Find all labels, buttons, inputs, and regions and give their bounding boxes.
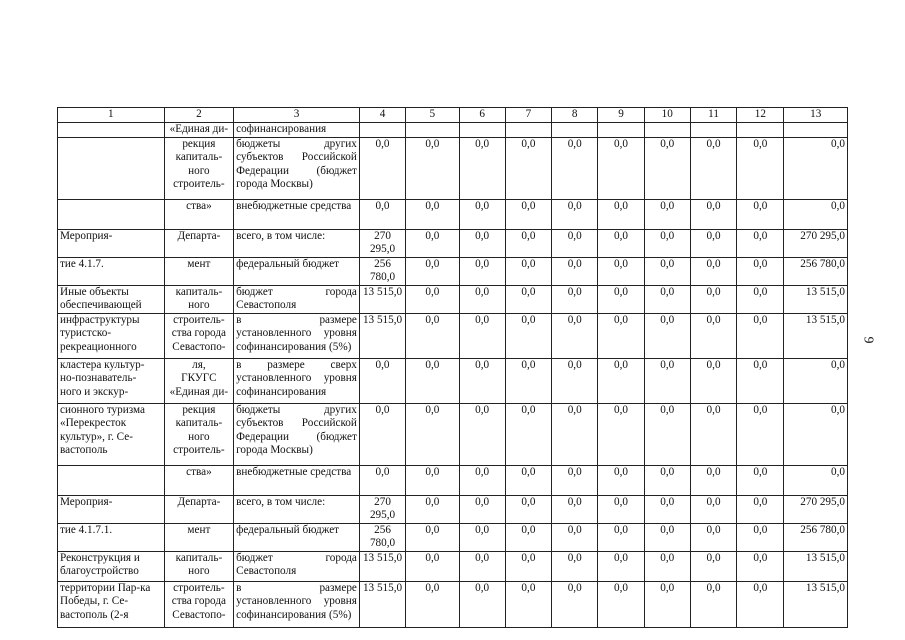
value-cell: 0,0 [644,551,690,581]
table-row [58,285,848,313]
measure-cell: тие 4.1.7. [58,257,165,285]
funding-source-cell: федеральный бюджет [234,523,360,551]
value-cell: 0,0 [737,199,784,229]
value-cell: 0,0 [598,358,644,403]
column-header: 8 [552,108,598,123]
executor-cell: капиталь- ного [164,285,233,313]
executor-cell: строитель- ства города Севастопо- [164,581,233,627]
value-cell: 0,0 [598,551,644,581]
measure-cell: Иные объекты обеспечивающей [58,285,165,313]
value-cell: 270 295,0 [359,229,405,257]
value-cell [598,123,644,138]
value-cell: 0,0 [644,229,690,257]
value-cell: 0,0 [359,403,405,465]
value-cell: 0,0 [690,495,736,523]
value-cell: 0,0 [598,581,644,627]
value-cell: 0,0 [505,551,551,581]
column-header: 5 [406,108,459,123]
measure-cell: территории Пар-ка Победы, г. Се- вастополь (2-я [58,581,165,627]
value-cell [552,123,598,138]
value-cell: 13 515,0 [359,313,405,358]
executor-cell: рекция капиталь- ного строитель- [164,403,233,465]
funding-source-cell: всего, в том числе: [234,495,360,523]
value-cell: 0,0 [552,403,598,465]
executor-cell: ства» [164,465,233,495]
value-cell: 0,0 [459,465,505,495]
value-cell: 0,0 [459,358,505,403]
value-cell: 0,0 [406,551,459,581]
value-cell: 0,0 [459,137,505,199]
value-cell: 0,0 [737,403,784,465]
value-cell: 0,0 [406,581,459,627]
column-header: 10 [644,108,690,123]
value-cell: 0,0 [459,199,505,229]
value-cell: 0,0 [737,465,784,495]
value-cell: 0,0 [737,358,784,403]
value-cell: 0,0 [505,229,551,257]
value-cell: 0,0 [690,523,736,551]
measure-cell: Реконструкция и благоустройство [58,551,165,581]
value-cell: 0,0 [505,581,551,627]
value-cell: 0,0 [505,257,551,285]
funding-source-cell: федеральный бюджет [234,257,360,285]
value-cell: 0,0 [406,199,459,229]
value-cell: 13 515,0 [359,285,405,313]
column-header: 3 [234,108,360,123]
value-cell: 0,0 [598,285,644,313]
funding-source-cell: в размере установленного уровня софинансирования (5%) [234,581,360,627]
table-row [58,229,848,257]
value-cell: 0,0 [784,199,848,229]
column-header: 7 [505,108,551,123]
value-cell: 270 295,0 [784,229,848,257]
value-cell: 0,0 [690,403,736,465]
value-cell: 0,0 [690,358,736,403]
value-cell: 0,0 [690,465,736,495]
table-row [58,257,848,285]
executor-cell: рекция капиталь- ного строитель- [164,137,233,199]
value-cell: 0,0 [644,581,690,627]
value-cell: 0,0 [459,285,505,313]
value-cell: 256 780,0 [359,257,405,285]
funding-source-cell: бюджет города Севастополя [234,551,360,581]
funding-source-cell: бюджеты других субъектов Российской Федерации (бюджет города Москвы) [234,137,360,199]
value-cell: 0,0 [644,358,690,403]
column-header: 11 [690,108,736,123]
value-cell: 0,0 [737,285,784,313]
value-cell: 0,0 [784,403,848,465]
value-cell: 0,0 [552,358,598,403]
funding-source-cell: всего, в том числе: [234,229,360,257]
measure-cell [58,137,165,199]
column-header: 13 [784,108,848,123]
column-header: 4 [359,108,405,123]
measure-cell [58,199,165,229]
value-cell: 13 515,0 [359,551,405,581]
value-cell: 0,0 [552,551,598,581]
value-cell: 0,0 [690,313,736,358]
value-cell: 0,0 [406,358,459,403]
value-cell: 0,0 [644,199,690,229]
funding-source-cell: бюджеты других субъектов Российской Федерации (бюджет города Москвы) [234,403,360,465]
value-cell: 0,0 [737,581,784,627]
measure-cell: Мероприя- [58,229,165,257]
value-cell: 0,0 [505,313,551,358]
value-cell: 256 780,0 [784,257,848,285]
value-cell: 0,0 [598,229,644,257]
value-cell: 0,0 [598,313,644,358]
column-header: 2 [164,108,233,123]
value-cell [505,123,551,138]
value-cell: 13 515,0 [784,313,848,358]
table-body [58,108,848,628]
value-cell: 13 515,0 [784,551,848,581]
value-cell: 0,0 [644,257,690,285]
measure-cell: инфраструктуры туристско- рекреационного [58,313,165,358]
value-cell: 0,0 [644,403,690,465]
value-cell [690,123,736,138]
value-cell: 0,0 [406,495,459,523]
value-cell: 0,0 [690,257,736,285]
value-cell: 0,0 [598,257,644,285]
value-cell [737,123,784,138]
funding-source-cell: внебюджетные средства [234,199,360,229]
value-cell: 0,0 [552,465,598,495]
value-cell: 0,0 [406,285,459,313]
value-cell: 0,0 [505,465,551,495]
value-cell: 0,0 [406,257,459,285]
value-cell: 0,0 [406,313,459,358]
value-cell: 0,0 [552,257,598,285]
funding-source-cell: в размере сверх установленного уровня софинансирования [234,358,360,403]
value-cell: 0,0 [359,465,405,495]
funding-source-cell: бюджет города Севастополя [234,285,360,313]
value-cell: 0,0 [359,358,405,403]
value-cell: 0,0 [690,285,736,313]
table-row [58,523,848,551]
value-cell: 0,0 [505,403,551,465]
value-cell: 0,0 [406,137,459,199]
executor-cell: строитель- ства города Севастопо- [164,313,233,358]
value-cell: 0,0 [737,313,784,358]
value-cell: 13 515,0 [784,285,848,313]
executor-cell: Департа- [164,495,233,523]
value-cell: 0,0 [552,495,598,523]
funding-source-cell: в размере установленного уровня софинансирования (5%) [234,313,360,358]
column-header: 12 [737,108,784,123]
column-header: 9 [598,108,644,123]
value-cell: 0,0 [552,581,598,627]
value-cell: 0,0 [737,137,784,199]
table-row [58,551,848,581]
value-cell: 0,0 [644,465,690,495]
executor-cell: «Единая ди- [164,123,233,138]
header-row [58,108,848,123]
measure-cell [58,465,165,495]
column-header: 1 [58,108,165,123]
value-cell: 0,0 [690,137,736,199]
table-row [58,199,848,229]
value-cell: 0,0 [505,285,551,313]
value-cell: 0,0 [690,199,736,229]
executor-cell: капиталь- ного [164,551,233,581]
executor-cell: ства» [164,199,233,229]
value-cell: 0,0 [737,551,784,581]
value-cell: 0,0 [737,495,784,523]
value-cell: 0,0 [598,403,644,465]
table-row [58,313,848,358]
value-cell: 13 515,0 [784,581,848,627]
value-cell: 0,0 [644,495,690,523]
value-cell: 0,0 [737,257,784,285]
value-cell: 0,0 [598,495,644,523]
value-cell: 0,0 [644,313,690,358]
page-number: 9 [860,336,876,344]
value-cell: 0,0 [359,199,405,229]
value-cell: 0,0 [459,257,505,285]
value-cell: 0,0 [737,523,784,551]
value-cell: 0,0 [406,523,459,551]
value-cell: 0,0 [552,523,598,551]
value-cell [359,123,405,138]
value-cell: 0,0 [459,495,505,523]
value-cell: 256 780,0 [784,523,848,551]
value-cell: 0,0 [459,403,505,465]
measure-cell: тие 4.1.7.1. [58,523,165,551]
value-cell: 270 295,0 [784,495,848,523]
value-cell: 0,0 [505,358,551,403]
value-cell: 256 780,0 [359,523,405,551]
value-cell: 270 295,0 [359,495,405,523]
value-cell: 0,0 [406,465,459,495]
value-cell: 0,0 [459,581,505,627]
value-cell: 0,0 [784,358,848,403]
value-cell: 0,0 [644,137,690,199]
measure-cell: кластера культур- но-познаватель- ного и экскур- [58,358,165,403]
funding-source-cell: внебюджетные средства [234,465,360,495]
measure-cell: сионного туризма «Перекресток культур», г. Се- вастополь [58,403,165,465]
value-cell: 0,0 [598,199,644,229]
value-cell: 0,0 [644,523,690,551]
value-cell: 0,0 [406,403,459,465]
value-cell: 0,0 [505,137,551,199]
value-cell: 0,0 [505,199,551,229]
value-cell: 13 515,0 [359,581,405,627]
executor-cell: ля, ГКУГС «Единая ди- [164,358,233,403]
table-row [58,123,848,138]
table-row [58,137,848,199]
executor-cell: мент [164,523,233,551]
value-cell: 0,0 [552,313,598,358]
value-cell: 0,0 [459,551,505,581]
table-row [58,495,848,523]
column-header: 6 [459,108,505,123]
value-cell: 0,0 [598,523,644,551]
value-cell: 0,0 [690,551,736,581]
value-cell: 0,0 [459,523,505,551]
measure-cell: Мероприя- [58,495,165,523]
value-cell: 0,0 [459,229,505,257]
value-cell: 0,0 [690,581,736,627]
value-cell: 0,0 [359,137,405,199]
table-row [58,358,848,403]
value-cell: 0,0 [598,137,644,199]
value-cell: 0,0 [552,229,598,257]
value-cell: 0,0 [552,199,598,229]
value-cell [784,123,848,138]
value-cell: 0,0 [737,229,784,257]
value-cell: 0,0 [598,465,644,495]
table-row [58,465,848,495]
value-cell: 0,0 [406,229,459,257]
executor-cell: мент [164,257,233,285]
executor-cell: Департа- [164,229,233,257]
budget-table [57,107,848,628]
value-cell [644,123,690,138]
value-cell: 0,0 [644,285,690,313]
table-row [58,581,848,627]
value-cell: 0,0 [505,495,551,523]
value-cell [459,123,505,138]
value-cell [406,123,459,138]
table-row [58,403,848,465]
measure-cell [58,123,165,138]
value-cell: 0,0 [784,137,848,199]
value-cell: 0,0 [505,523,551,551]
value-cell: 0,0 [459,313,505,358]
value-cell: 0,0 [552,285,598,313]
funding-source-cell: софинансирования [234,123,360,138]
value-cell: 0,0 [690,229,736,257]
value-cell: 0,0 [784,465,848,495]
value-cell: 0,0 [552,137,598,199]
